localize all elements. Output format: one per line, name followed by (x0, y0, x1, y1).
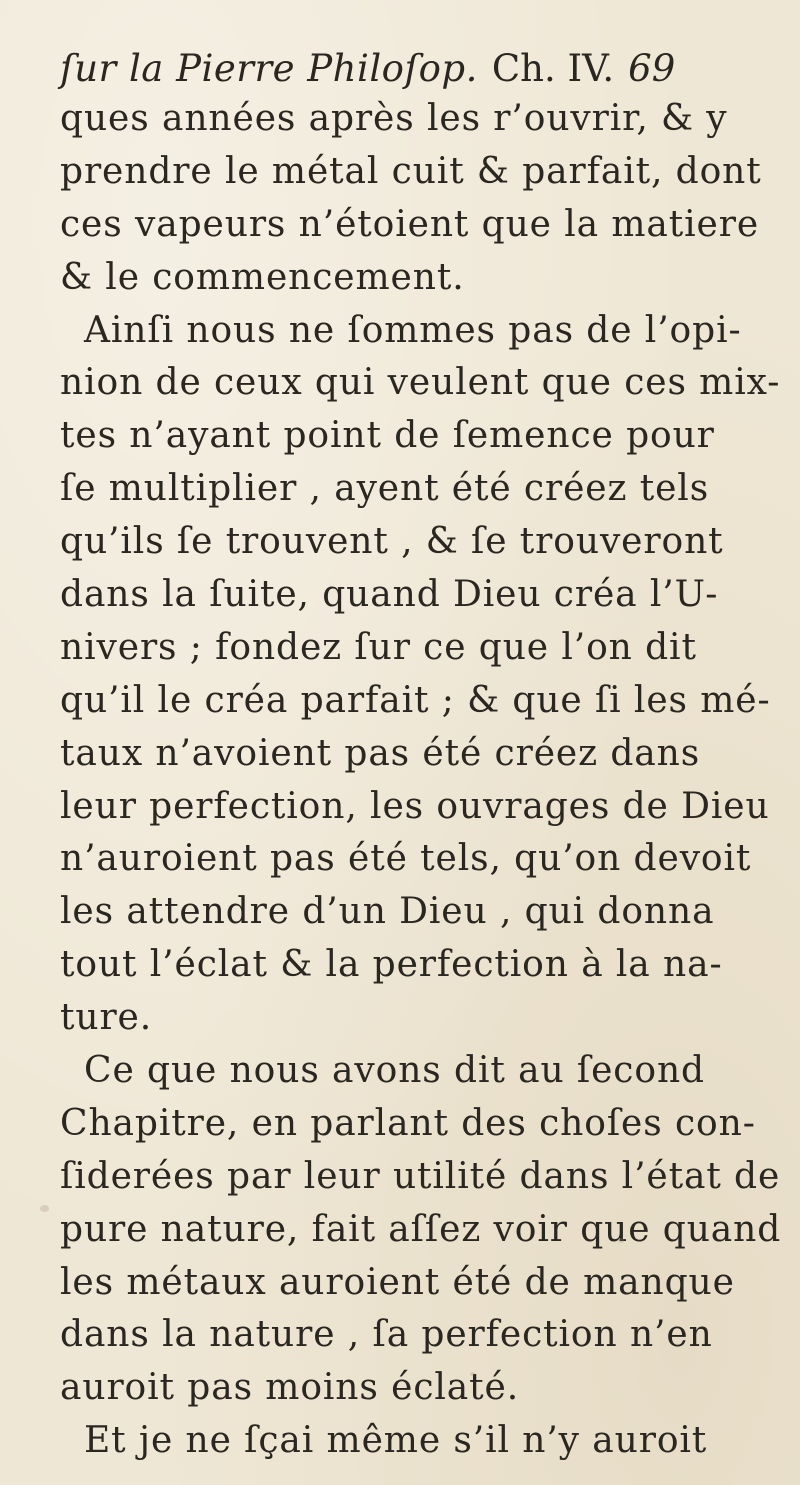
text-line: qu’ils ſe trouvent , & ſe trouveront (60, 521, 724, 563)
text-line: Chapitre, en parlant des choſes con- (60, 1102, 756, 1144)
text-line: tes n’ayant point de ſemence pour (60, 415, 715, 457)
text-line: n’auroient pas été tels, qu’on devoit (60, 838, 752, 880)
text-line: qu’il le créa parfait ; & que ſi les mé- (60, 679, 771, 721)
text-line: ques années après les r’ouvrir, & y (60, 98, 728, 139)
text-line: dans la ſuite, quand Dieu créa l’U- (60, 574, 719, 616)
paper-spot (470, 1372, 475, 1376)
text-line: prendre le métal cuit & parfait, dont (60, 150, 762, 192)
paper-spot (40, 1205, 49, 1212)
text-line: ſe multiplier , ayent été créez tels (60, 468, 710, 510)
text-line: dans la nature , ſa perfection n’en (60, 1314, 713, 1356)
text-line: pure nature, fait aſſez voir que quand (60, 1208, 782, 1250)
text-line: nion de ceux qui veulent que ces mix- (60, 362, 781, 404)
text-line: nivers ; fondez ſur ce que l’on dit (60, 626, 697, 668)
body-text (60, 93, 782, 1468)
paragraph-start-line: Ainſi nous ne ſommes pas de l’opi- (84, 309, 742, 351)
paragraph-start-line: Ce que nous avons dit au ſecond (84, 1050, 705, 1092)
chapter-label: Ch. IV. (491, 47, 615, 90)
text-line: taux n’avoient pas été créez dans (60, 732, 701, 774)
text-line: ſiderées par leur utilité dans l’état de (60, 1155, 781, 1197)
text-line: & le commencement. (60, 256, 465, 298)
text-line: les métaux auroient été de manque (60, 1261, 735, 1303)
text-line: ces vapeurs n’étoient que la matiere (60, 203, 760, 245)
text-line: les attendre d’un Dieu , qui donna (60, 891, 715, 933)
text-line: ture. (60, 997, 153, 1039)
paper-spot (618, 1238, 624, 1243)
text-line: auroit pas moins éclaté. (60, 1367, 520, 1409)
paragraph-start-line: Et je ne ſçai même s’il n’y auroit (84, 1420, 708, 1462)
page-header (60, 44, 760, 94)
text-line: tout l’éclat & la perfection à la na- (60, 944, 723, 986)
text-line: leur perfection, les ouvrages de Dieu (60, 785, 770, 827)
running-title: ſur la Pierre Philoſop. (60, 47, 478, 90)
page-number: 69 (628, 47, 676, 90)
